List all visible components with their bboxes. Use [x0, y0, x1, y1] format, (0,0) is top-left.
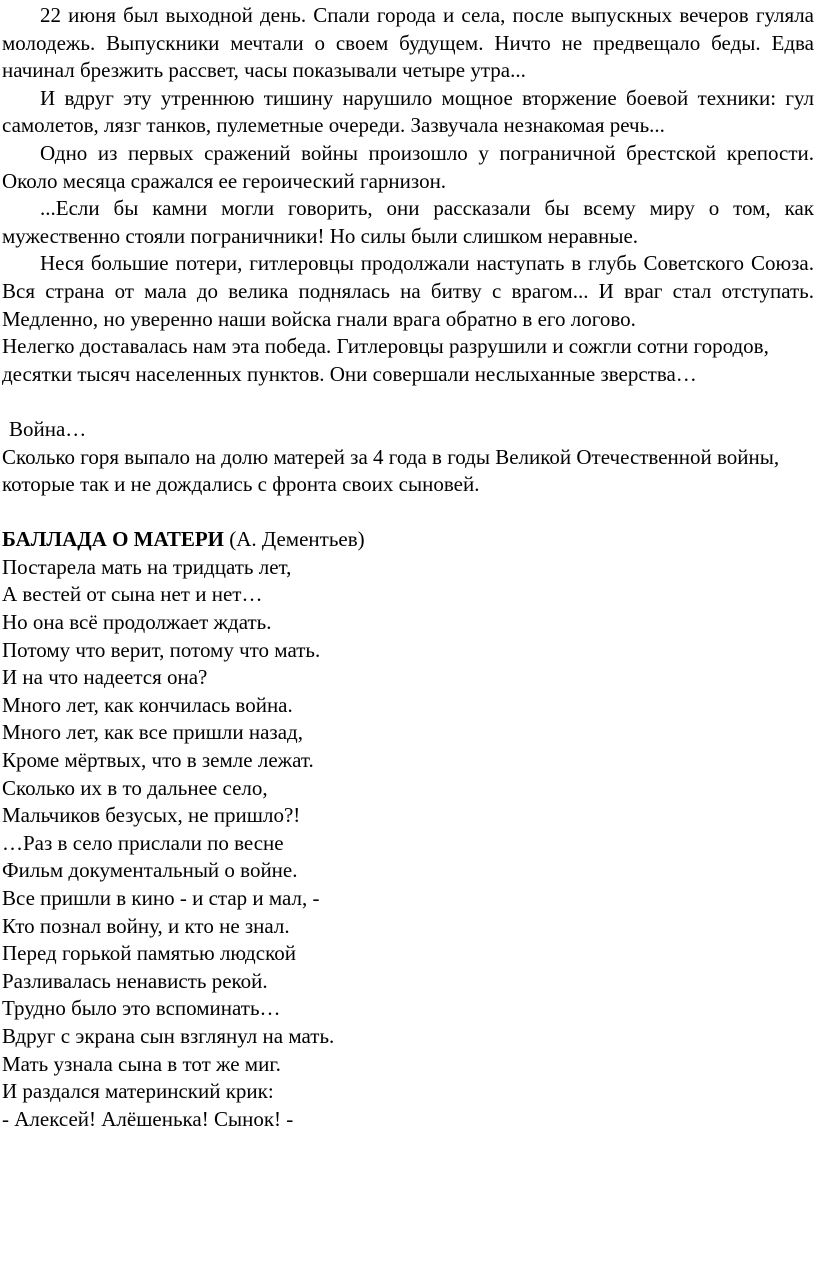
poem-line: Все пришли в кино - и стар и мал, - [2, 886, 320, 910]
intro-paragraph: И вдруг эту утреннюю тишину нарушило мощное вторжение боевой техники: гул самолетов, лязг танков, пулеметные очереди. Зазвучала незнакомая речь... [2, 85, 814, 138]
intro-paragraph: Одно из первых сражений войны произошло у пограничной брестской крепости. Около месяца сражался ее героический гарнизон. [2, 140, 814, 193]
poem-line: Много лет, как все пришли назад, [2, 720, 303, 745]
intro-paragraph: 22 июня был выходной день. Спали города и села, после выпускных вечеров гуляла молодежь. Выпускники мечтали о своем будущем. Ничто не предвещало беды. Едва начинал брезжить рассвет, часы показывали четыре утра... [2, 3, 814, 83]
poem-lines [2, 554, 814, 1133]
poem-line: Но она всё продолжает ждать. [2, 610, 272, 635]
poem-line: Фильм документальный о войне. [2, 858, 298, 883]
spacer [2, 499, 814, 527]
poem-line: А вестей от сына нет и нет… [2, 582, 263, 607]
poem-line: Трудно было это вспоминать… [2, 996, 281, 1021]
poem-line: Много лет, как кончилась война. [2, 692, 293, 717]
spacer [2, 388, 814, 416]
poem-line: Мальчиков безусых, не пришло?! [2, 803, 301, 828]
poem-title-line [2, 526, 814, 554]
poem-title: БАЛЛАДА О МАТЕРИ [2, 527, 224, 552]
poem-line: Разливалась ненависть рекой. [2, 968, 268, 993]
war-heading: Война… [9, 416, 87, 441]
poem-line: …Раз в село прислали по весне [2, 830, 284, 855]
poem-author: (А. Дементьев) [229, 527, 365, 552]
victory-paragraph: Нелегко доставалась нам эта победа. Гитлеровцы разрушили и сожгли сотни городов, десятки тысяч населенных пунктов. Они совершали неслыханные зверства… [2, 334, 769, 386]
poem-line: Перед горькой памятью людской [2, 941, 296, 966]
poem-line: Кто познал войну, и кто не знал. [2, 913, 290, 938]
poem-line: Сколько их в то дальнее село, [2, 775, 268, 800]
intro-section [2, 2, 814, 333]
poem-line: Постарела мать на тридцать лет, [2, 554, 292, 579]
intro-paragraph: ...Если бы камни могли говорить, они рассказали бы всему миру о том, как мужественно стояли пограничники! Но силы были слишком неравные. [2, 196, 814, 248]
poem-line: Потому что верит, потому что мать. [2, 637, 321, 662]
poem-line: - Алексей! Алёшенька! Сынок! - [2, 1106, 294, 1131]
poem-line: И на что надеется она? [2, 665, 208, 690]
intro-paragraph: Неся большие потери, гитлеровцы продолжали наступать в глубь Советского Союза. Вся страна от мала до велика поднялась на битву с врагом... И враг стал отступать. Медленно, но уверенно наши войска гнали врага обратно в его логово. [2, 251, 814, 331]
poem-line: И раздался материнский крик: [2, 1079, 274, 1104]
mothers-paragraph: Сколько горя выпало на долю матерей за 4 года в годы Великой Отечественной войны, которые так и не дождались с фронта своих сыновей. [2, 444, 780, 497]
poem-line: Мать узнала сына в тот же миг. [2, 1051, 281, 1076]
poem-line: Кроме мёртвых, что в земле лежат. [2, 748, 314, 773]
poem-line: Вдруг с экрана сын взглянул на мать. [2, 1023, 335, 1048]
